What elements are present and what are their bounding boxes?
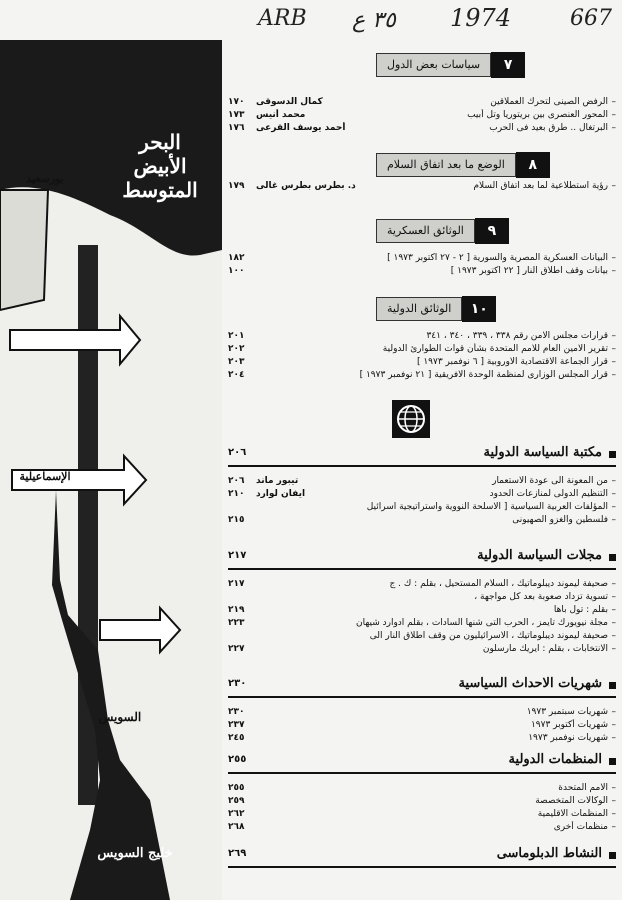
toc-entry (228, 252, 616, 265)
entry-page: ٢٢٣ (228, 618, 245, 628)
handwritten-number: 667 (570, 6, 612, 31)
entry-dash: – (611, 720, 616, 730)
toc-entry (228, 732, 616, 745)
toc-entry (228, 514, 616, 527)
entry-page: ٢١٩ (228, 605, 245, 615)
entry-dash: – (611, 181, 616, 191)
entry-title: بيانات وقف اطلاق النار [ ٢٢ اكتوبر ١٩٧٣ ] (450, 266, 608, 276)
handwritten-year: 1974 (450, 4, 512, 32)
entry-page: ٢١٧ (228, 579, 245, 589)
entry-title: الرفض الصينى لتحرك العملاقين (490, 97, 608, 107)
city-port-said: بورسعيد (26, 172, 64, 185)
toc-entry (228, 706, 616, 719)
entry-title: الامم المتحدة (558, 783, 608, 793)
entry-dash: – (611, 592, 616, 602)
toc-entry (228, 265, 616, 278)
entry-author: د. بطرس بطرس غالى (256, 181, 356, 191)
gulf-label: خليج السويس (97, 846, 173, 861)
entry-page: ٢٥٩ (228, 796, 245, 806)
entry-author: تيبور ماند (256, 476, 299, 486)
toc-entry (228, 591, 616, 604)
entry-title: الوكالات المتخصصة (535, 796, 608, 806)
block-title: مكتبة السياسة الدولية (483, 445, 602, 460)
entry-title: الانتخابات ، بقلم : ايريك مارسلون (482, 644, 608, 654)
entry-page: ٢٣٠ (228, 707, 245, 717)
entry-author: محمد أنيس (256, 110, 306, 120)
block-header (228, 548, 616, 570)
entry-dash: – (611, 370, 616, 380)
entry-title: مجلة نيويورك تايمز ، الحرب التى شنها السادات ، بقلم ادوارد شيهان (355, 618, 608, 628)
entry-page: ٢٦٨ (228, 822, 245, 832)
block-page: ٢١٧ (228, 550, 247, 561)
entry-page: ٢٠٣ (228, 357, 245, 367)
sea-label: البحر الأبيض المتوسط (122, 130, 198, 202)
section-title: الوثائق العسكرية (376, 219, 475, 243)
entry-page: ١٠٠ (228, 266, 245, 276)
entry-dash: – (611, 631, 616, 641)
entry-dash: – (611, 266, 616, 276)
entry-page: ٢٠١ (228, 331, 245, 341)
table-of-contents (228, 0, 616, 900)
entry-title: منظمات أخرى (553, 822, 608, 832)
block-title: مجلات السياسة الدولية (477, 548, 602, 563)
entry-page: ٢٠٢ (228, 344, 245, 354)
section-header (376, 218, 509, 244)
entry-dash: – (611, 515, 616, 525)
entry-title: تقرير الامين العام للامم المتحدة بشأن قوات الطوارئ الدولية (382, 344, 608, 354)
block-header (228, 752, 616, 774)
city-suez: السويس (98, 710, 142, 724)
toc-entry (228, 821, 616, 834)
entry-title: المحور العنصرى بين بريتوريا وتل أبيب (467, 110, 608, 120)
block-bullet (609, 852, 616, 859)
entry-dash: – (611, 110, 616, 120)
entry-dash: – (611, 489, 616, 499)
toc-entry (228, 501, 616, 514)
toc-entry (228, 617, 616, 630)
toc-entry (228, 808, 616, 821)
entry-dash: – (611, 644, 616, 654)
entry-page: ٢٦٢ (228, 809, 245, 819)
section-header (376, 296, 496, 322)
section-number: ٨ (516, 152, 550, 178)
block-page: ٢٣٠ (228, 678, 247, 689)
block-bullet (609, 758, 616, 765)
entry-author: ايفان لوارد (256, 489, 306, 499)
entry-title: تسوية تزداد صعوبة بعد كل مواجهة ، (474, 592, 608, 602)
section-number: ١٠ (462, 296, 496, 322)
entry-dash: – (611, 605, 616, 615)
block-header (228, 846, 616, 868)
entry-dash: – (611, 502, 616, 512)
block-page: ٢٦٩ (228, 848, 247, 859)
toc-entry (228, 180, 616, 193)
toc-entry (228, 604, 616, 617)
entry-page: ١٧٠ (228, 97, 245, 107)
section-title: الوثائق الدولية (376, 297, 462, 321)
entry-title: بقلم : تول باها (553, 605, 608, 615)
entry-title: قرار الجماعة الاقتصادية الاوروبية [ ٦ نوفمبر ١٩٧٣ ] (416, 357, 608, 367)
entry-page: ١٧٩ (228, 181, 245, 191)
entry-dash: – (611, 357, 616, 367)
entry-page: ٢٢٧ (228, 644, 245, 654)
entry-dash: – (611, 707, 616, 717)
entry-page: ٢٠٦ (228, 476, 245, 486)
block-title: شهريات الاحداث السياسية (458, 676, 602, 691)
section-number: ٩ (475, 218, 509, 244)
block-page: ٢٠٦ (228, 447, 247, 458)
toc-entry (228, 109, 616, 122)
block-title: المنظمات الدولية (508, 752, 602, 767)
entry-dash: – (611, 253, 616, 263)
handwritten-initials: ARB (258, 6, 307, 31)
entry-dash: – (611, 796, 616, 806)
section-number: ٧ (491, 52, 525, 78)
toc-entry (228, 96, 616, 109)
block-bullet (609, 682, 616, 689)
entry-dash: – (611, 733, 616, 743)
entry-page: ١٨٢ (228, 253, 245, 263)
section-title: سياسات بعض الدول (376, 53, 491, 77)
block-title: النشاط الدبلوماسى (496, 846, 602, 861)
entry-title: فلسطين والغزو الصهيونى (512, 515, 608, 525)
entry-page: ١٧٦ (228, 123, 245, 133)
entry-title: المنظمات الاقليمية (537, 809, 608, 819)
entry-dash: – (611, 476, 616, 486)
toc-entry (228, 630, 616, 643)
suez-canal-map (0, 40, 222, 900)
block-bullet (609, 554, 616, 561)
entry-dash: – (611, 579, 616, 589)
entry-page: ٢١٠ (228, 489, 245, 499)
entry-page: ٢٥٥ (228, 783, 245, 793)
toc-entry (228, 782, 616, 795)
entry-title: المؤلفات العربية السياسية [ الاسلحة النووية واستراتيجية اسرائيل (366, 502, 608, 512)
toc-entry (228, 719, 616, 732)
entry-dash: – (611, 822, 616, 832)
entry-title: شهريات نوفمبر ١٩٧٣ (528, 733, 608, 743)
entry-title: رؤية استطلاعية لما بعد اتفاق السلام (473, 181, 608, 191)
entry-dash: – (611, 344, 616, 354)
entry-dash: – (611, 783, 616, 793)
block-header (228, 676, 616, 698)
toc-entry (228, 475, 616, 488)
globe-icon (392, 400, 430, 438)
entry-page: ٢٤٥ (228, 733, 245, 743)
entry-dash: – (611, 123, 616, 133)
toc-entry (228, 330, 616, 343)
entry-dash: – (611, 809, 616, 819)
city-ismailia: الإسماعيلية (19, 470, 71, 483)
entry-title: صحيفة ليموند ديبلوماتيك ، السلام المستحيل ، بقلم : ك . ج (389, 579, 608, 589)
entry-author: كمال الدسوقى (256, 97, 323, 107)
block-bullet (609, 451, 616, 458)
entry-title: البرتغال .. طرق بعيد فى الحرب (489, 123, 608, 133)
entry-title: قرار المجلس الوزارى لمنظمة الوحدة الافريقية [ ٢١ نوفمبر ١٩٧٣ ] (359, 370, 608, 380)
toc-entry (228, 356, 616, 369)
toc-entry (228, 578, 616, 591)
entry-title: شهريات أكتوبر ١٩٧٣ (530, 720, 608, 730)
entry-title: من المعونة الى عودة الاستعمار (492, 476, 608, 486)
section-title: الوضع ما بعد اتفاق السلام (376, 153, 516, 177)
entry-dash: – (611, 97, 616, 107)
section-header (376, 52, 525, 78)
toc-entry (228, 488, 616, 501)
handwritten-ref: ٣٥ ع (352, 8, 396, 33)
entry-dash: – (611, 331, 616, 341)
section-header (376, 152, 550, 178)
toc-entry (228, 643, 616, 656)
entry-title: قرارات مجلس الامن رقم ٣٣٨ ، ٣٣٩ ، ٣٤٠ ، ٣٤١ (426, 331, 608, 341)
toc-entry (228, 343, 616, 356)
entry-page: ١٧٣ (228, 110, 245, 120)
block-header (228, 445, 616, 467)
entry-author: أحمد يوسف القرعى (256, 123, 346, 133)
block-page: ٢٥٥ (228, 754, 247, 765)
toc-entry (228, 369, 616, 382)
toc-entry (228, 795, 616, 808)
entry-title: صحيفة ليموند ديبلوماتيك ، الاسرائيليون من وقف اطلاق النار الى (369, 631, 608, 641)
entry-page: ٢٠٤ (228, 370, 245, 380)
toc-entry (228, 122, 616, 135)
entry-page: ٢٣٧ (228, 720, 245, 730)
entry-title: التنظيم الدولى لمنازعات الحدود (489, 489, 608, 499)
entry-page: ٢١٥ (228, 515, 245, 525)
entry-title: البيانات العسكرية المصرية والسورية [ ٢ - ٢٧ اكتوبر ١٩٧٣ ] (387, 253, 608, 263)
entry-title: شهريات سبتمبر ١٩٧٣ (526, 707, 608, 717)
entry-dash: – (611, 618, 616, 628)
